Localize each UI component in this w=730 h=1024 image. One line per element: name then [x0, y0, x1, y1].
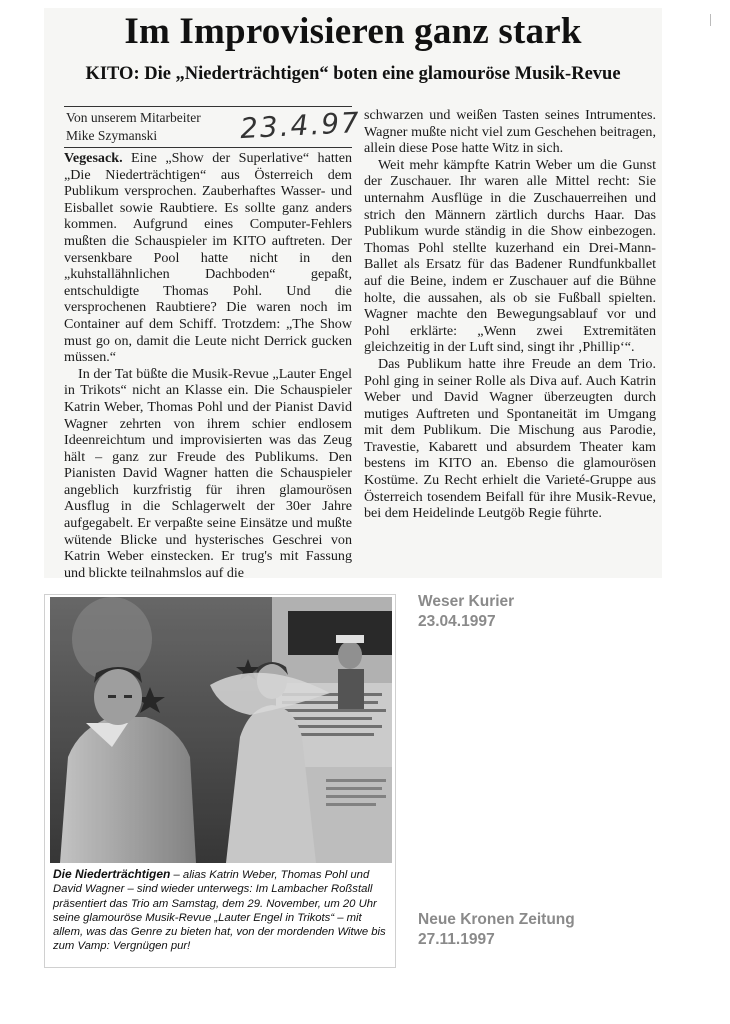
page-edge-mark	[710, 14, 711, 26]
article-paragraph: schwarzen und weißen Tasten seines Intrumentes. Wagner mußte nicht viel zum Geschehen beitragen, allein diese Pose hatte Witz in sich.	[364, 107, 656, 157]
performers-photo	[50, 597, 392, 863]
newspaper-clipping-weser-kurier	[44, 8, 662, 581]
article-column-1	[64, 150, 352, 581]
byline	[64, 105, 362, 148]
article-paragraph: In der Tat büßte die Musik-Revue „Lauter Engel in Trikots“ nicht an Klasse ein. Die Schauspieler Katrin Weber, Thomas Pohl und der Pianist David Wagner zehrten von ihrem schier endlosem Ideenreichtum und improvisierten was das Zeug hält – ganz zur Freude des Publikums. Den Pianisten David Wagner hatten die Schauspieler angeblich kurzfristig für ihren glamourösen Ausflug in die Schlagerwelt der 30er Jahre aufgegabelt. Er verpaßte seine Einsätze und mußte wütende Blicke und hysterisches Geschrei von Katrin Weber einstecken. Er trug's mit Fassung und blickte teilnahmslos auf die	[64, 365, 352, 581]
dateline: Vegesack.	[64, 150, 123, 166]
source-label-weser-kurier	[418, 592, 514, 632]
caption-body: – alias Katrin Weber, Thomas Pohl und David Wagner – sind wieder unterwegs: Im Lambacher Roßstall präsentiert das Trio am Samstag, dem 29. November, um 20 Uhr seine glamouröse Musik-Revue „Lauter Engel in Trikots“ – mit allem, was das Genre zu bieten hat, von der mordenden Witwe bis zum Vamp: Vergnügen pur!	[53, 869, 386, 953]
newspaper-clipping-neue-kronen-zeitung	[44, 594, 396, 968]
article-paragraph: Das Publikum hatte ihre Freude an dem Trio. Pohl ging in seiner Rolle als Diva auf. Auch Katrin Weber und David Wagner überzeugten durch mutiges Auftreten und Spontaneität im Umgang mit dem Publikum. Die Mischung aus Parodie, Travestie, Kabarett und absurdem Theater kam bestens im KITO an. Ebenso die glamourösen Kostüme. Zu Recht erhielt die Varieté-Gruppe aus Österreich tosendem Beifall für ihre Musik-Revue, bei dem Heidelinde Leutgöb Regie führte.	[364, 355, 656, 522]
source-label-neue-kronen-zeitung	[418, 910, 575, 950]
headline: Im Improvisieren ganz stark	[124, 11, 582, 52]
byline-role: Von unserem Mitarbeiter	[66, 110, 201, 125]
photo-caption	[53, 867, 389, 954]
source-date: 27.11.1997	[418, 931, 495, 948]
source-date: 23.04.1997	[418, 613, 496, 630]
article-paragraph: Weit mehr kämpfte Katrin Weber um die Gunst der Zuschauer. Ihr waren alle Mittel recht: Sie unternahm Ausflüge in die Zuschauerreihen und strich den Männern zärtlich durchs Haar. Das Publikum wurde ständig in die Show einbezogen. Thomas Pohl stellte kuzerhand ein Drei-Mann-Ballet als Ersatz für das Badener Rundfunkballet auf die Beine, indem er Zuschauer auf die Bühne holte, die aussahen, als ob sie Fußball spielten. Wagner machte den Bewegungsablauf vor und Pohl erklärte: „Wenn zwei Extremitäten gleichzeitig in der Luft sind, singt ihr ‚Phillip‘“.	[364, 156, 656, 356]
byline-author: Mike Szymanski	[66, 128, 158, 143]
handwritten-date: 23.4.97	[239, 105, 362, 146]
caption-lead: Die Niederträchtigen	[53, 867, 171, 881]
subheadline: KITO: Die „Niederträchtigen“ boten eine glamouröse Musik-Revue	[85, 64, 621, 84]
source-paper: Neue Kronen Zeitung	[418, 911, 575, 928]
article-column-2	[364, 107, 656, 522]
source-paper: Weser Kurier	[418, 593, 515, 610]
article-paragraph: Vegesack. Eine „Show der Superlative“ hatten „Die Niederträchtigen“ aus Österreich dem Publikum versprochen. Zauberhaftes Wasser- und Eisballet sowie Raubtiere. Es sollte ganz anders kommen. Aufgrund eines Computer-Fehlers mußten die Schauspieler im KITO auftreten. Der versenkbare Pool hatte nicht in den „kuhstallähnlichen Dachboden“ gepaßt, entschuldigte Thomas Pohl. Und die versprochenen Raubtiere? Die waren noch im Container auf dem Schiff. Trotzdem: „The Show must go on, damit die Leute nicht Derrick gucken müssen.“	[64, 150, 352, 366]
